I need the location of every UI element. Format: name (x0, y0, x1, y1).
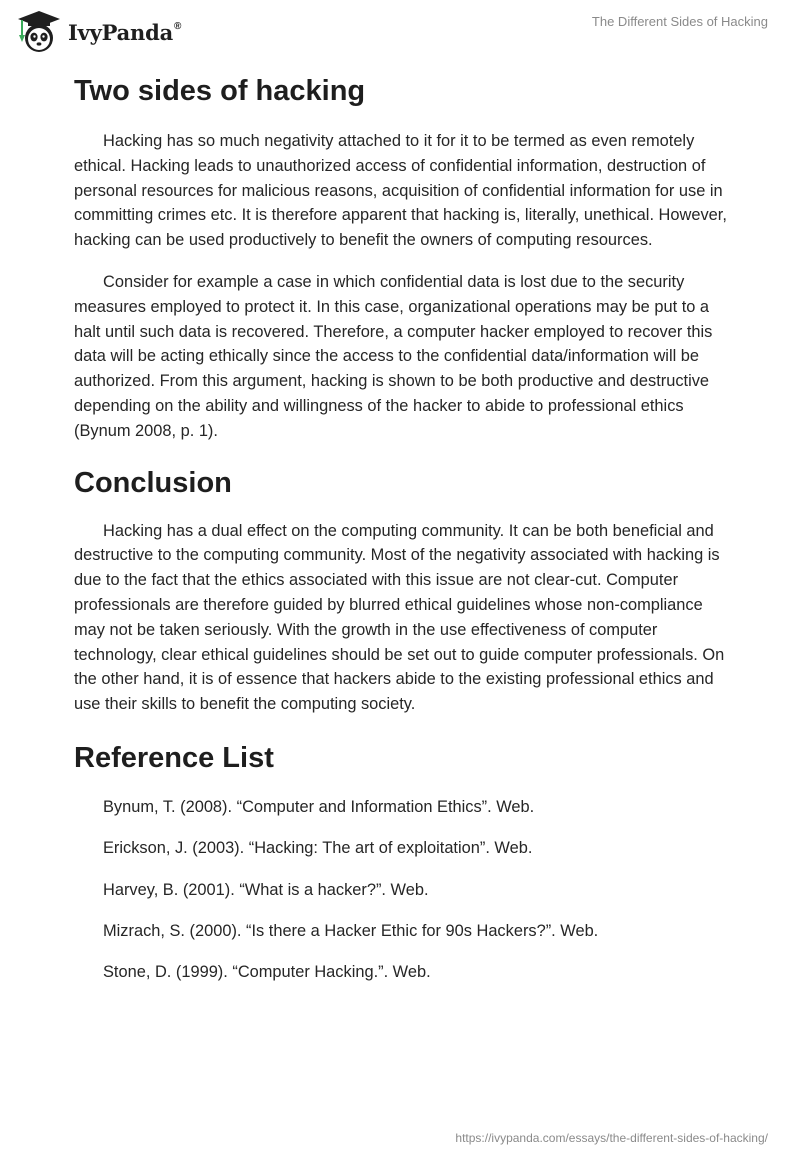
source-url-link[interactable]: https://ivypanda.com/essays/the-different-sides-of-hacking/ (455, 1131, 768, 1145)
paragraph: Hacking has a dual effect on the computing community. It can be both beneficial and destructive to the computing community. Most of the negativity associated with hacking is due to the fact that the ethics associated with this issue are not clear-cut. Computer professionals are therefore guided by blurred ethical guidelines whose non-compliance may not be taken seriously. With the growth in the use effectiveness of computer technology, clear ethical guidelines should be set out to guide computer professionals. On the other hand, it is of essence that hackers abide to the existing professional ethics and use their skills to benefit the computing society. (74, 521, 725, 714)
panda-graduate-icon (16, 9, 62, 55)
section-reference-list (74, 739, 728, 985)
reference-item: Mizrach, S. (2000). “Is there a Hacker Ethic for 90s Hackers?”. Web. (103, 921, 599, 940)
section-conclusion (74, 464, 728, 717)
reference-item: Harvey, B. (2001). “What is a hacker?”. Web. (103, 880, 429, 899)
page-header (0, 0, 800, 64)
reference-item: Erickson, J. (2003). “Hacking: The art of exploitation”. Web. (103, 839, 533, 858)
reference-list (74, 795, 728, 985)
registered-mark: ® (174, 20, 182, 32)
reference-item: Bynum, T. (2008). “Computer and Information Ethics”. Web. (103, 797, 535, 816)
section-two-sides (74, 72, 728, 444)
paragraph: Hacking has so much negativity attached to it for it to be termed as even remotely ethical. Hacking leads to unauthorized access of confidential information, destruction of personal resources for malicious reasons, acquisition of confidential information for use in committing crimes etc. It is therefore apparent that hacking is, literally, unethical. However, hacking can be used productively to benefit the owners of computing resources. (74, 132, 727, 250)
section-heading: Reference List (74, 741, 274, 774)
section-heading: Two sides of hacking (74, 75, 366, 107)
reference-item: Stone, D. (1999). “Computer Hacking.”. Web. (103, 963, 431, 982)
section-heading: Conclusion (74, 466, 232, 499)
document-title: The Different Sides of Hacking (591, 14, 768, 29)
essay-body (74, 72, 728, 1001)
paragraph: Consider for example a case in which confidential data is lost due to the security measures employed to protect it. In this case, organizational operations may be put to a halt until such data is recovered. Therefore, a computer hacker employed to recover this data will be acting ethically since the access to the confidential data/information will be authorized. From this argument, hacking is shown to be both productive and destructive depending on the ability and willingness of the hacker to abide to professional ethics (Bynum 2008, p. 1). (74, 272, 713, 440)
ivypanda-logo[interactable] (16, 9, 181, 55)
logo-wordmark: IvyPanda® (68, 19, 182, 45)
